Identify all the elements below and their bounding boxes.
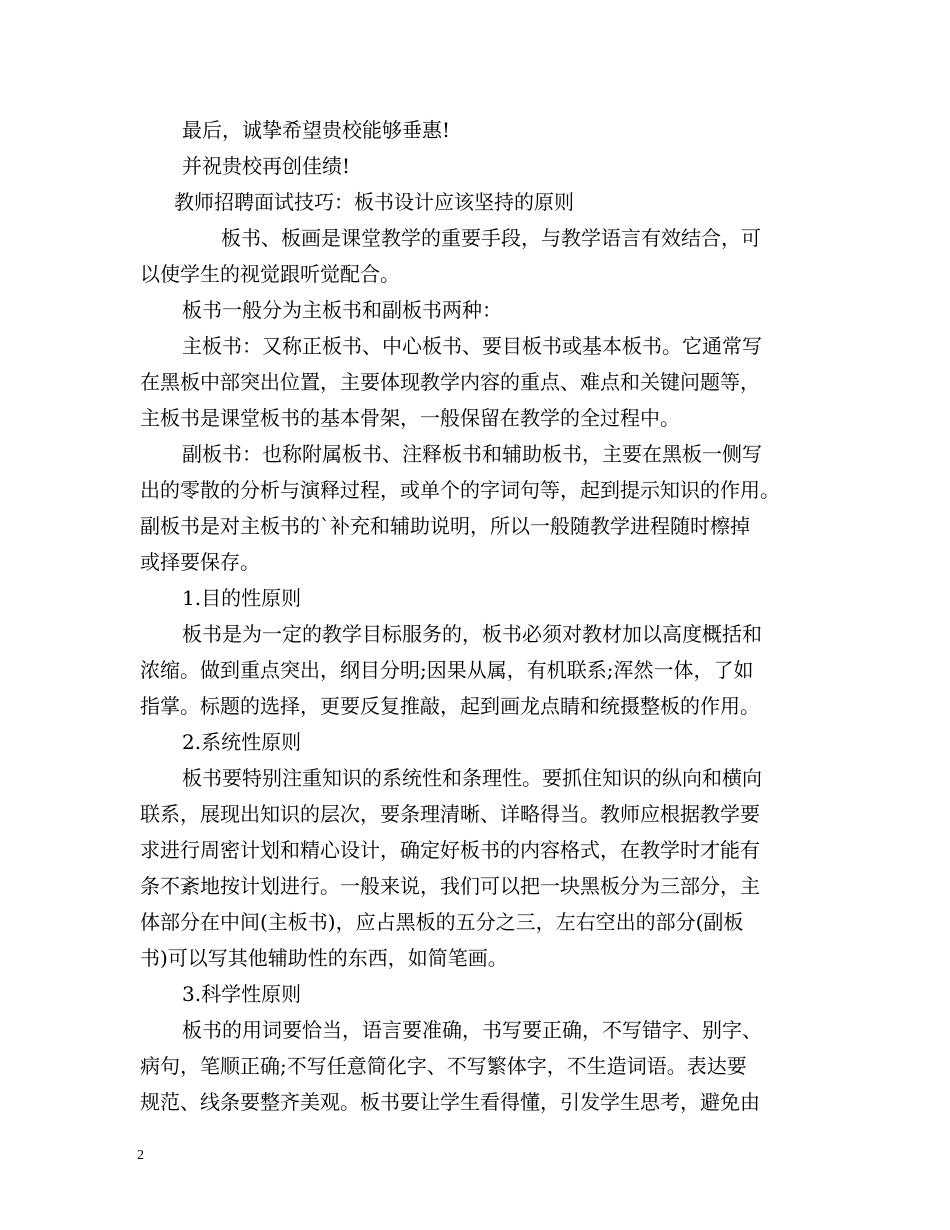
text-line: 副板书：也称附属板书、注释板书和辅助板书，主要在黑板一侧写: [182, 442, 762, 466]
text-line: 规范、线条要整齐美观。板书要让学生看得懂，引发学生思考，避免由: [140, 1090, 760, 1114]
text-line: 主板书：又称正板书、中心板书、要目板书或基本板书。它通常写: [182, 334, 762, 358]
text-line: 病句，笔顺正确;不写任意简化字、不写繁体字，不生造词语。表达要: [140, 1054, 747, 1078]
text-line: 体部分在中间(主板书)，应占黑板的五分之三，左右空出的部分(副板: [140, 910, 744, 934]
text-line: 联系，展现出知识的层次，要条理清晰、详略得当。教师应根据教学要: [140, 802, 760, 826]
text-line: 指掌。标题的选择，更要反复推敲，起到画龙点睛和统摄整板的作用。: [140, 694, 760, 718]
text-line: 板书一般分为主板书和副板书两种：: [182, 298, 502, 322]
text-line: 并祝贵校再创佳绩!: [182, 154, 351, 178]
text-line: 出的零散的分析与演释过程，或单个的字词句等，起到提示知识的作用。: [140, 478, 780, 502]
text-line: 浓缩。做到重点突出，纲目分明;因果从属，有机联系;浑然一体，了如: [140, 658, 754, 682]
text-line: 或择要保存。: [140, 550, 260, 574]
text-line: 最后，诚挚希望贵校能够垂惠!: [182, 118, 451, 142]
text-line: 条不紊地按计划进行。一般来说，我们可以把一块黑板分为三部分，主: [140, 874, 760, 898]
principle-heading: 2.系统性原则: [182, 730, 302, 754]
text-line: 板书、板画是课堂教学的重要手段，与教学语言有效结合，可: [221, 226, 761, 250]
page-number: 2: [137, 1148, 144, 1163]
text-line: 书)可以写其他辅助性的东西，如简笔画。: [140, 946, 508, 970]
text-line: 在黑板中部突出位置，主要体现教学内容的重点、难点和关键问题等，: [140, 370, 760, 394]
text-line: 以使学生的视觉跟听觉配合。: [140, 262, 400, 286]
text-line: 副板书是对主板书的`补充和辅助说明，所以一般随教学进程随时檫掉: [140, 514, 750, 538]
principle-heading: 3.科学性原则: [182, 982, 302, 1006]
text-line: 板书的用词要恰当，语言要准确，书写要正确，不写错字、别字、: [182, 1018, 762, 1042]
text-line: 主板书是课堂板书的基本骨架，一般保留在教学的全过程中。: [140, 406, 680, 430]
text-line: 板书要特别注重知识的系统性和条理性。要抓住知识的纵向和横向: [182, 766, 762, 790]
text-line: 板书是为一定的教学目标服务的，板书必须对教材加以高度概括和: [182, 622, 762, 646]
principle-heading: 1.目的性原则: [182, 586, 302, 610]
text-line: 求进行周密计划和精心设计，确定好板书的内容格式，在教学时才能有: [140, 838, 760, 862]
section-heading: 教师招聘面试技巧：板书设计应该坚持的原则: [174, 190, 574, 214]
